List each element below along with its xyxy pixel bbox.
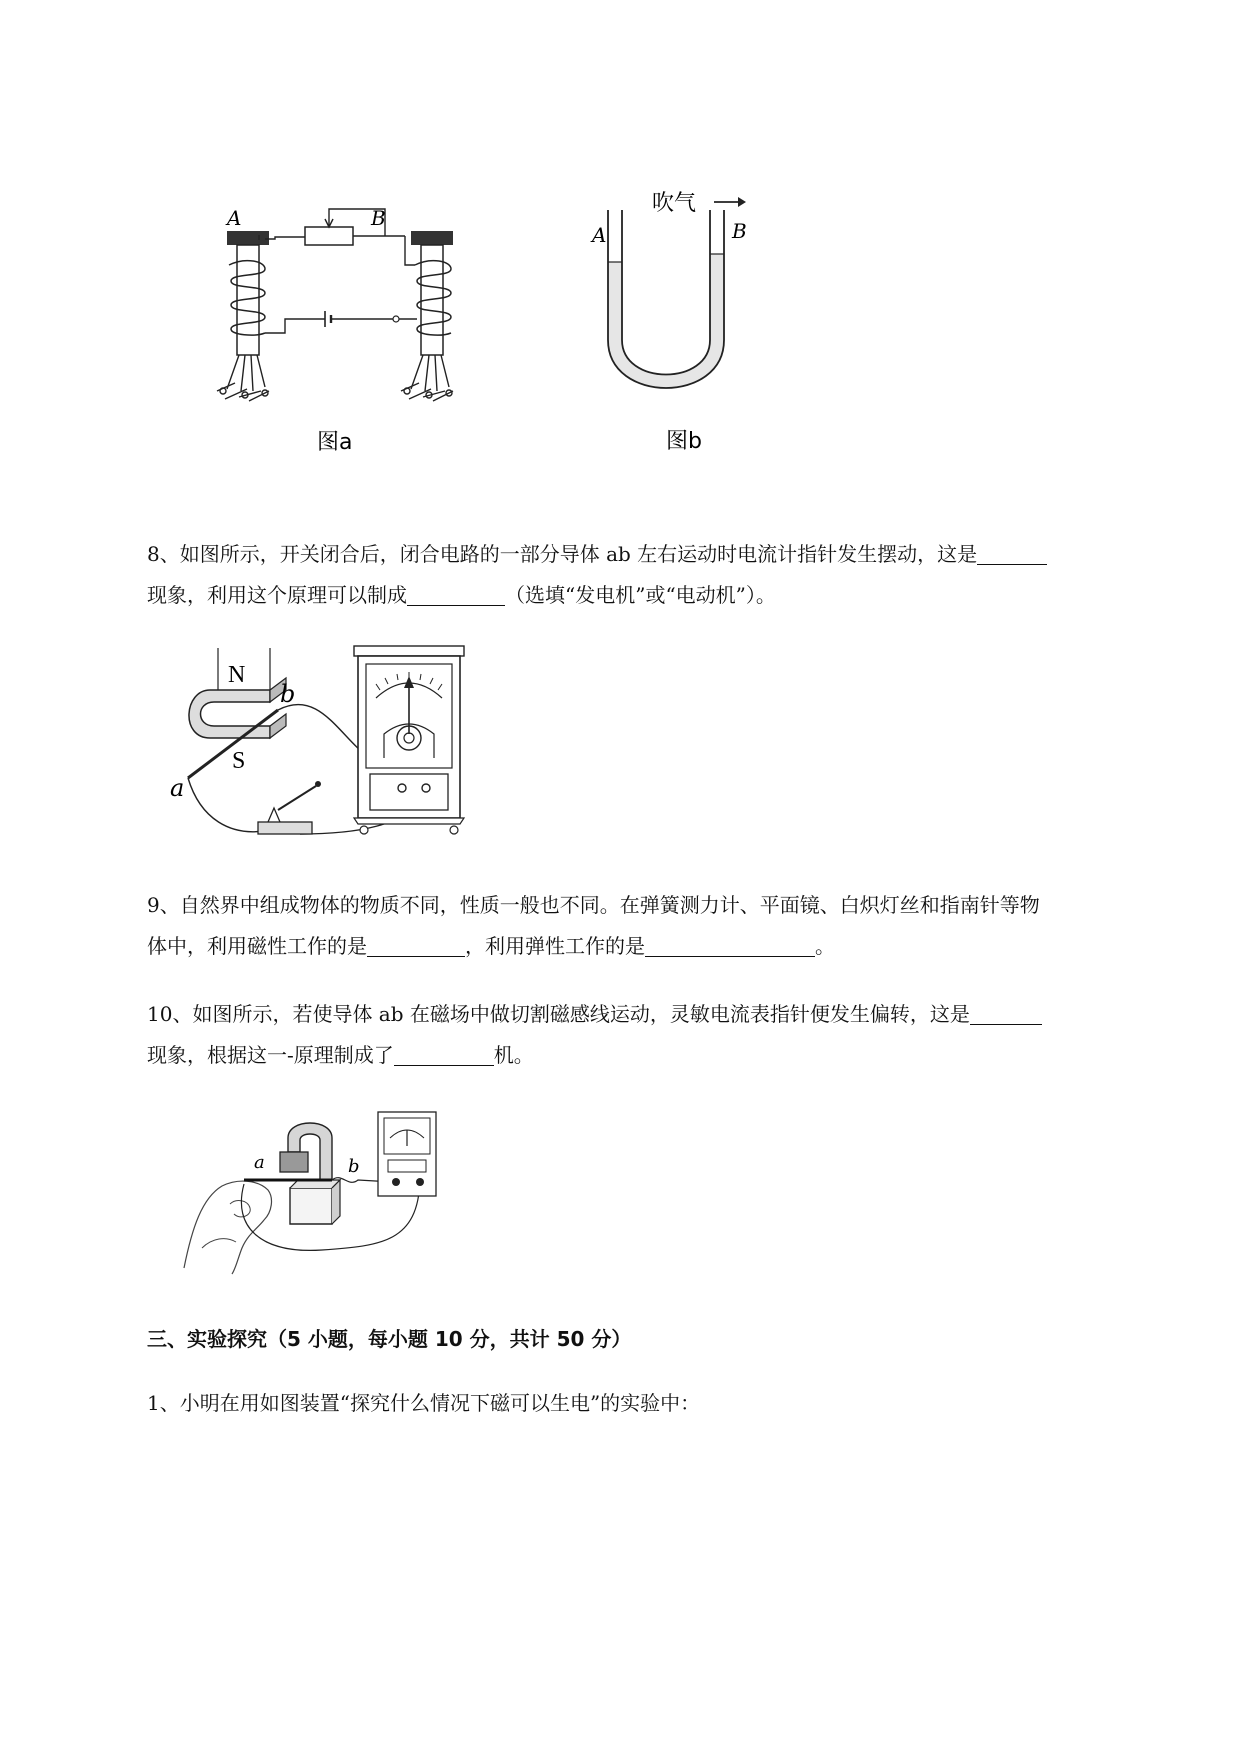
question-8 (147, 534, 1157, 616)
u-magnet (280, 1123, 340, 1224)
horseshoe-magnet (189, 690, 270, 738)
figure-q8 (170, 638, 500, 863)
q10-blank-1[interactable] (970, 1002, 1042, 1025)
hand (184, 1181, 271, 1274)
magnet-b-cap (411, 231, 453, 245)
question-9-line-2: 体中，利用磁性工作的是 ，利用弹性工作的是 。 (147, 934, 835, 958)
question-8-line-2: 现象，利用这个原理可以制成 （选填“发电机”或“电动机”）。 (147, 583, 776, 607)
figure-q10-label-a: a (254, 1152, 265, 1173)
figure-a-caption: 图a (317, 430, 353, 455)
galvanometer (354, 646, 464, 834)
figure-q8-label-a: a (170, 774, 185, 802)
section-3-question-1: 1、小明在用如图装置“探究什么情况下磁可以生电”的实验中： (147, 1391, 701, 1415)
question-9 (147, 885, 1157, 967)
q8-blank-2[interactable] (407, 583, 505, 606)
question-10 (147, 994, 1157, 1076)
figure-q8-label-s: S (232, 748, 246, 774)
q9-blank-1[interactable] (367, 934, 465, 957)
figure-b-caption: 图b (666, 429, 702, 454)
figure-b (590, 190, 790, 465)
figure-b-label-a: A (592, 223, 607, 247)
rheostat (305, 227, 353, 245)
q10-blank-2[interactable] (394, 1043, 494, 1066)
magnet-a-cap (227, 231, 269, 245)
section-3-title: 三、实验探究（5 小题，每小题 10 分，共计 50 分） (147, 1327, 632, 1351)
question-10-line-2: 现象，根据这一-原理制成了 机。 (147, 1043, 534, 1067)
question-9-line-1: 9、自然界中组成物体的物质不同，性质一般也不同。在弹簧测力计、平面镜、白炽灯丝和指南针等物 (147, 893, 1040, 917)
question-10-line-1: 10、如图所示，若使导体 ab 在磁场中做切割磁感线运动，灵敏电流表指针便发生偏转，这是 (147, 994, 1157, 1035)
figure-q10 (182, 1108, 462, 1278)
question-8-line-1: 8、如图所示，开关闭合后，闭合电路的一部分导体 ab 左右运动时电流计指针发生摆动，这是 (147, 534, 1157, 575)
figure-b-label-b: B (732, 219, 747, 243)
switch (258, 822, 312, 834)
q9-blank-2[interactable] (645, 934, 815, 957)
q8-blank-1[interactable] (977, 542, 1047, 565)
figure-q8-label-n: N (228, 662, 246, 688)
figure-q10-label-b: b (348, 1156, 360, 1177)
figure-a-label-a: A (227, 206, 242, 230)
figure-q8-label-b: b (280, 680, 296, 708)
figure-a-label-b: B (371, 206, 386, 230)
figure-b-blow-label: 吹气 (652, 191, 697, 216)
figure-a (205, 195, 465, 465)
meter-q10 (378, 1112, 436, 1196)
